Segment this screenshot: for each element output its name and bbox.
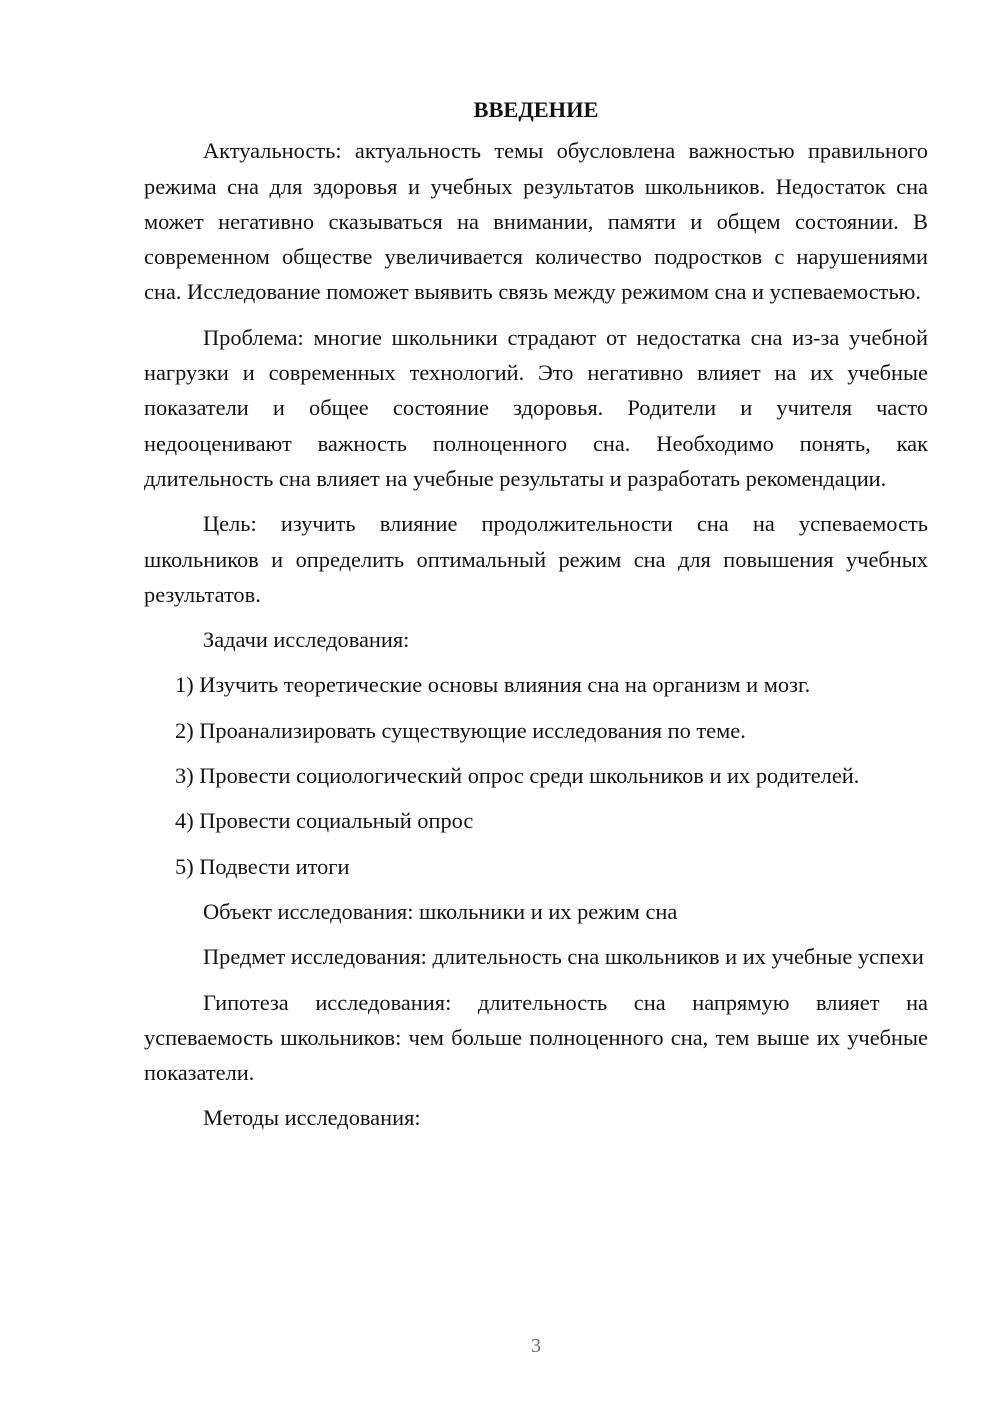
tasks-heading: Задачи исследования: bbox=[203, 627, 410, 653]
object-paragraph: Объект исследования: школьники и их режим сна bbox=[203, 898, 678, 924]
page-content bbox=[144, 92, 928, 1146]
task-item-5: 5) Подвести итоги bbox=[175, 853, 350, 879]
task-item-2: 2) Проанализировать существующие исследования по теме. bbox=[175, 717, 746, 743]
section-title: ВВЕДЕНИЕ bbox=[473, 97, 599, 122]
task-item-3: 3) Провести социологический опрос среди школьников и их родителей. bbox=[175, 763, 860, 789]
task-item-4: 4) Провести социальный опрос bbox=[175, 808, 474, 834]
problem-paragraph: Проблема: многие школьники страдают от недостатка сна из-за учебной нагрузки и современных технологий. Это негативно влияет на их учебные показатели и общее состояние здоровья. Родители и учителя часто недооценивают важность полноценного сна. Необходимо понять, как длительность сна влияет на учебные результаты и разработать рекомендации. bbox=[144, 324, 928, 491]
subject-paragraph: Предмет исследования: длительность сна школьников и их учебные успехи bbox=[203, 944, 924, 970]
page-number: 3 bbox=[531, 1335, 541, 1357]
methods-heading: Методы исследования: bbox=[203, 1105, 421, 1131]
task-item-1: 1) Изучить теоретические основы влияния сна на организм и мозг. bbox=[175, 672, 811, 698]
relevance-paragraph: Актуальность: актуальность темы обусловлена важностью правильного режима сна для здоровья и учебных результатов школьников. Недостаток сна может негативно сказываться на внимании, памяти и общем состоянии. В современном обществе увеличивается количество подростков с нарушениями сна. Исследование поможет выявить связь между режимом сна и успеваемостью. bbox=[144, 138, 928, 305]
hypothesis-paragraph: Гипотеза исследования: длительность сна напрямую влияет на успеваемость школьников: чем больше полноценного сна, тем выше их учебные показатели. bbox=[144, 989, 928, 1086]
goal-paragraph: Цель: изучить влияние продолжительности сна на успеваемость школьников и определить оптимальный режим сна для повышения учебных результатов. bbox=[144, 511, 928, 607]
